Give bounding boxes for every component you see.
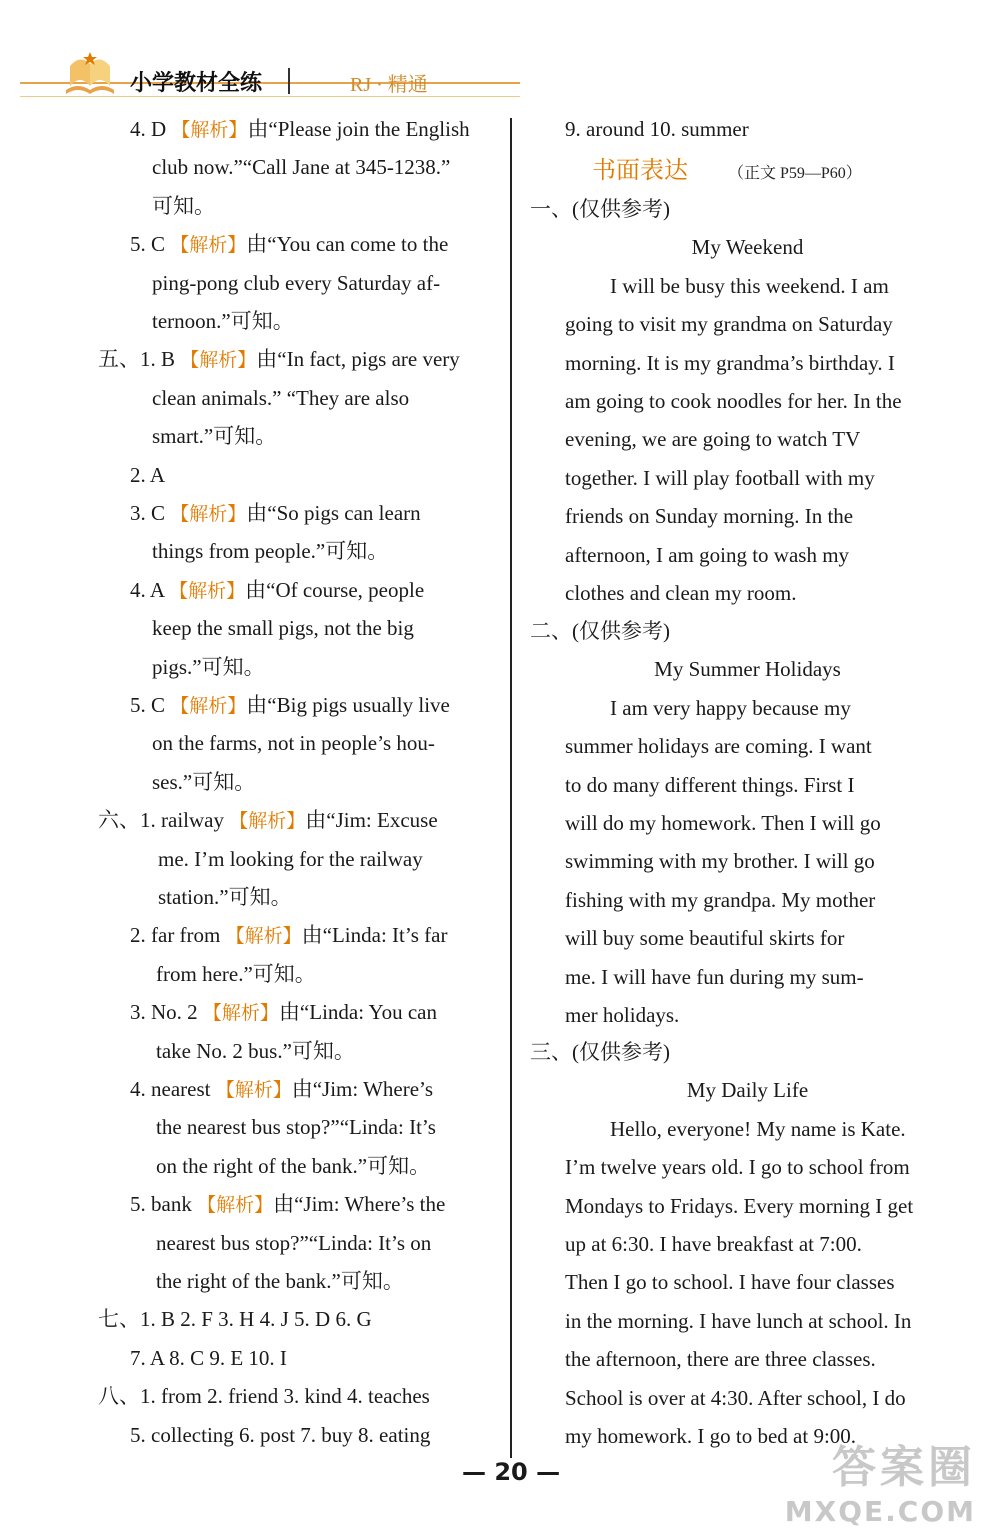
answer-line: on the right of the bank.”可知。 <box>156 1153 431 1178</box>
analysis-tag: 【解析】 <box>171 119 248 141</box>
answer-line: me. I’m looking for the railway <box>158 846 423 871</box>
essay-line: summer holidays are coming. I want <box>565 734 872 759</box>
edition-label: RJ · 精通 <box>350 74 428 96</box>
open-book-logo-icon <box>62 52 118 98</box>
answer-line: 五、1. B 【解析】由“In fact, pigs are very <box>98 347 460 372</box>
essay-line: afternoon, I am going to wash my <box>565 542 850 567</box>
analysis-tag: 【解析】 <box>170 503 247 525</box>
answer-line: ses.”可知。 <box>152 769 256 794</box>
answer-line: smart.”可知。 <box>152 424 277 449</box>
analysis-tag: 【解析】 <box>215 1079 292 1101</box>
essay-line: fishing with my grandpa. My mother <box>565 887 876 912</box>
essay-line: Hello, everyone! My name is Kate. <box>610 1116 906 1141</box>
answer-line: 七、1. B 2. F 3. H 4. J 5. D 6. G <box>98 1307 372 1332</box>
book-title: 小学教材全练 <box>130 71 263 96</box>
answer-line: from here.”可知。 <box>156 961 316 986</box>
answer-line: ternoon.”可知。 <box>152 309 294 333</box>
page-header <box>0 0 986 110</box>
essay-line: the afternoon, there are three classes. <box>565 1347 876 1372</box>
answer-line: 5. C 【解析】由“Big pigs usually live <box>130 693 450 717</box>
essay-line: I’m twelve years old. I go to school from <box>565 1155 910 1180</box>
essay-line: I will be busy this weekend. I am <box>610 273 889 298</box>
answer-line: 5. collecting 6. post 7. buy 8. eating <box>130 1422 431 1447</box>
answer-line: 六、1. railway 【解析】由“Jim: Excuse <box>98 808 438 833</box>
essay-line: to do many different things. First I <box>565 772 855 797</box>
essay-title: My Weekend <box>691 235 804 260</box>
essay-label: 二、(仅供参考) <box>530 619 670 643</box>
answer-line: take No. 2 bus.”可知。 <box>156 1038 355 1063</box>
essay-line: will buy some beautiful skirts for <box>565 926 845 951</box>
analysis-tag: 【解析】 <box>170 234 247 257</box>
answer-line: 4. D 【解析】由“Please join the English <box>130 117 470 141</box>
answer-line: nearest bus stop?”“Linda: It’s on <box>156 1230 432 1255</box>
answer-line: the nearest bus stop?”“Linda: It’s <box>156 1115 436 1140</box>
answer-line: 2. far from 【解析】由“Linda: It’s far <box>130 923 448 948</box>
answer-line: 4. A 【解析】由“Of course, people <box>130 577 425 602</box>
essay-line: friends on Sunday morning. In the <box>565 504 854 529</box>
answer-line: keep the small pigs, not the big <box>152 616 414 641</box>
answer-line: 可知。 <box>152 193 215 218</box>
essay-line: morning. It is my grandma’s birthday. I <box>565 350 895 375</box>
essay-label: 三、(仅供参考) <box>530 1040 670 1064</box>
analysis-tag: 【解析】 <box>229 810 306 833</box>
analysis-tag: 【解析】 <box>169 579 246 602</box>
answer-line: 3. No. 2 【解析】由“Linda: You can <box>130 1000 438 1025</box>
site-watermark: 答案圈 MXQE.COM <box>784 1442 976 1528</box>
analysis-tag: 【解析】 <box>202 1002 279 1025</box>
essay-line: swimming with my brother. I will go <box>565 849 875 874</box>
essay-line: clothes and clean my room. <box>565 581 797 605</box>
answer-line: 2. A <box>130 462 166 487</box>
answer-line: ping-pong club every Saturday af- <box>152 270 441 295</box>
essay-title: My Daily Life <box>686 1078 809 1103</box>
answer-line: pigs.”可知。 <box>152 654 265 679</box>
answer-line: club now.”“Call Jane at 345-1238.” <box>152 155 451 180</box>
essay-line: am going to cook noodles for her. In the <box>565 389 902 413</box>
header-separator <box>288 68 290 94</box>
answer-line: station.”可知。 <box>158 885 292 909</box>
answer-line: 9. around 10. summer <box>565 117 749 141</box>
column-divider <box>510 118 512 1458</box>
analysis-tag: 【解析】 <box>225 925 302 948</box>
section-title: 书面表达 <box>592 156 688 184</box>
answer-line: things from people.”可知。 <box>152 539 389 564</box>
essay-label: 一、(仅供参考) <box>530 197 670 221</box>
answer-line: the right of the bank.”可知。 <box>156 1269 404 1293</box>
answer-line: clean animals.” “They are also <box>152 385 410 410</box>
essay-line: up at 6:30. I have breakfast at 7:00. <box>565 1232 862 1256</box>
essay-title: My Summer Holidays <box>654 657 841 682</box>
essay-line: evening, we are going to watch TV <box>565 427 861 452</box>
answer-line: 3. C 【解析】由“So pigs can learn <box>130 501 421 525</box>
answer-line: 5. bank 【解析】由“Jim: Where’s the <box>130 1192 446 1217</box>
analysis-tag: 【解析】 <box>197 1194 274 1217</box>
essay-line: together. I will play football with my <box>565 465 875 490</box>
essay-line: mer holidays. <box>565 1003 680 1027</box>
essay-line: my homework. I go to bed at 9:00. <box>565 1424 857 1448</box>
essay-line: in the morning. I have lunch at school. In <box>565 1308 912 1333</box>
essay-line: Then I go to school. I have four classes <box>565 1270 895 1295</box>
page-number: — 20 — <box>462 1458 561 1486</box>
answer-line: 5. C 【解析】由“You can come to the <box>130 232 449 257</box>
answer-line: 八、1. from 2. friend 3. kind 4. teaches <box>98 1384 430 1409</box>
essay-line: Mondays to Fridays. Every morning I get <box>565 1193 914 1218</box>
section-page-reference: （正文 P59—P60） <box>728 165 862 182</box>
answer-line: 4. nearest 【解析】由“Jim: Where’s <box>130 1077 434 1101</box>
analysis-tag: 【解析】 <box>180 349 257 372</box>
essay-line: School is over at 4:30. After school, I do <box>565 1385 906 1410</box>
essay-line: me. I will have fun during my sum- <box>565 964 864 989</box>
essay-line: will do my homework. Then I will go <box>565 811 881 835</box>
essay-line: going to visit my grandma on Saturday <box>565 312 893 337</box>
answer-line: on the farms, not in people’s hou- <box>152 731 435 756</box>
answer-line: 7. A 8. C 9. E 10. I <box>130 1345 287 1370</box>
analysis-tag: 【解析】 <box>170 695 247 717</box>
essay-line: I am very happy because my <box>610 695 851 720</box>
